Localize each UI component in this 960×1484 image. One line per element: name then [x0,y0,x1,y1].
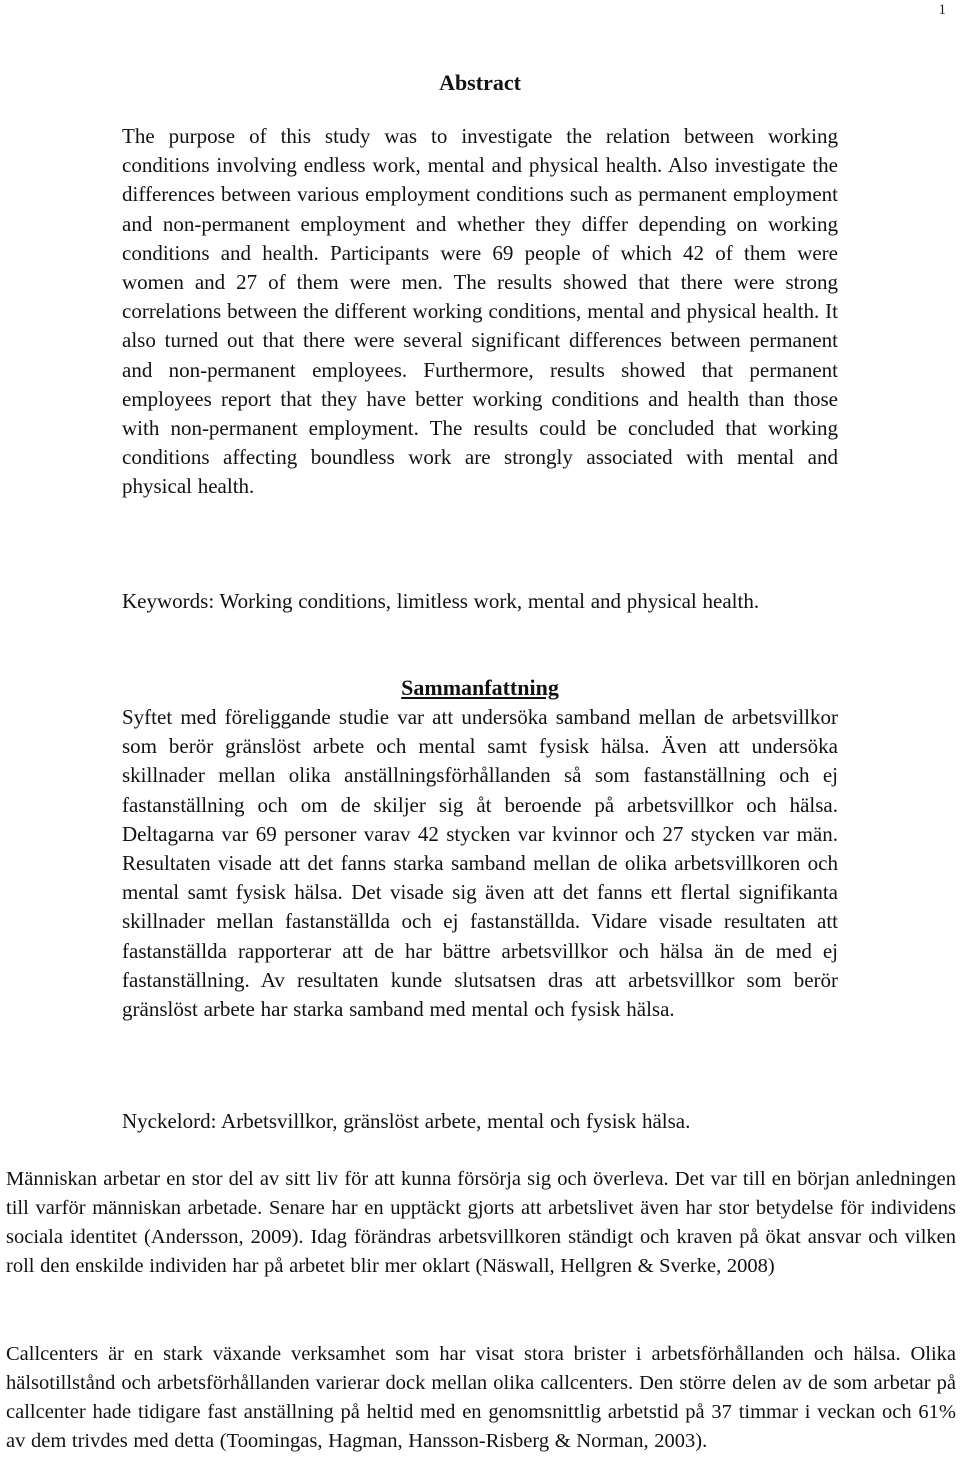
page-number: 1 [938,2,946,18]
abstract-heading: Abstract [439,70,521,95]
intro-paragraph-2: Callcenters är en stark växande verksamhet som har visat stora brister i arbetsförhållanden och hälsa. Olika hälsotillstånd och arbetsförhållanden varierar dock mellan olika callcenters. Den större delen av de som arbetar på callcenter hade tidigare fast anställning på heltid med en genomsnittlig arbetstid på 37 timmar i veckan och 61% av dem trivdes med detta (Toomingas, Hagman, Hansson-Risberg & Norman, 2003). [6,1343,956,1452]
intro-paragraph-1: Människan arbetar en stor del av sitt liv för att kunna försörja sig och överleva. Det var till en början anledningen till varför människan arbetade. Senare har en upptäckt gjorts att arbetslivet även har stor betydelse för individens sociala identitet (Andersson, 2009). Idag förändras arbetsvillkoren ständigt och kraven på ökat ansvar och vilken roll den enskilde individen har på arbetet blir mer oklart (Näswall, Hellgren & Sverke, 2008) [6,1168,956,1277]
abstract-keywords: Keywords: Working conditions, limitless work, mental and physical health. [122,589,760,613]
sammanfattning-keywords: Nyckelord: Arbetsvillkor, gränslöst arbete, mental och fysisk hälsa. [122,1109,691,1133]
abstract-body: The purpose of this study was to investigate the relation between working conditions involving endless work, mental and physical health. Also investigate the differences between various employment conditions such as permanent employment and non-permanent employment and whether they differ depending on working conditions and health. Participants were 69 people of which 42 of them were women and 27 of them were men. The results showed that there were strong correlations between the different working conditions, mental and physical health. It also turned out that there were several significant differences between permanent and non-permanent employees. Furthermore, results showed that permanent employees report that they have better working conditions and health than those with non-permanent employment. The results could be concluded that working conditions affecting boundless work are strongly associated with mental and physical health. [122,124,838,499]
sammanfattning-body: Syftet med föreliggande studie var att undersöka samband mellan de arbetsvillkor som berör gränslöst arbete och mental samt fysisk hälsa. Även att undersöka skillnader mellan olika anställningsförhållanden så som fastanställning och ej fastanställning och om de skiljer sig åt beroende på arbetsvillkor och hälsa. Deltagarna var 69 personer varav 42 stycken var kvinnor och 27 stycken var män. Resultaten visade att det fanns starka samband mellan de olika arbetsvillkoren och mental samt fysisk hälsa. Det visade sig även att det fanns ett flertal signifikanta skillnader mellan fastanställda och ej fastanställda. Vidare visade resultaten att fastanställda rapporterar att de har bättre arbetsvillkor och hälsa än de med ej fastanställning. Av resultaten kunde slutsatsen dras att arbetsvillkor som berör gränslöst arbete har starka samband med mental och fysisk hälsa. [122,705,838,1022]
sammanfattning-heading: Sammanfattning [401,675,559,700]
